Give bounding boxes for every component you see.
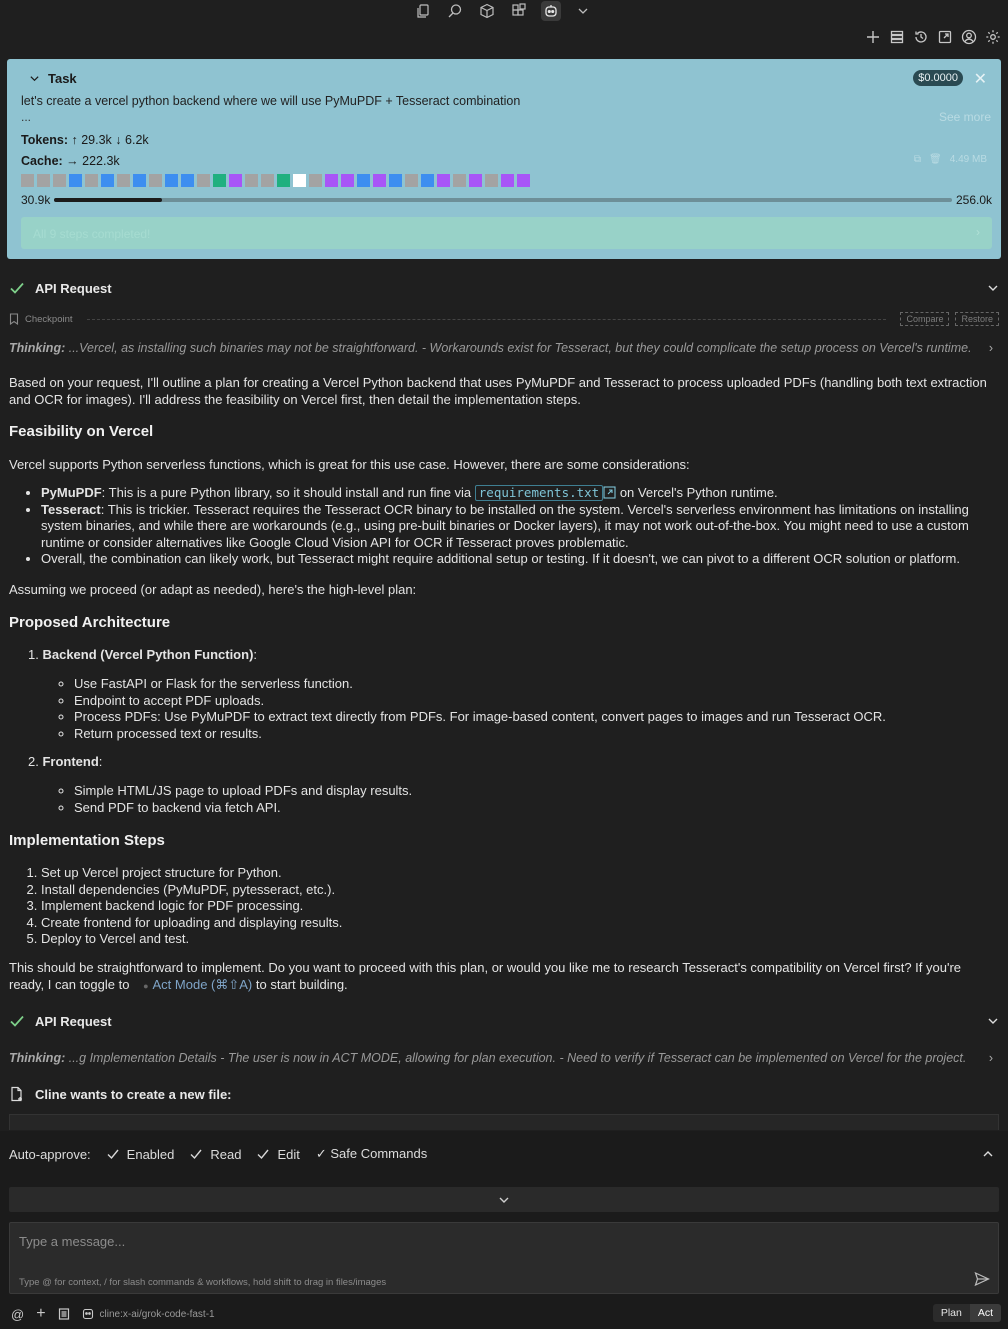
list-item	[41, 502, 999, 552]
close-icon[interactable]: ✕	[973, 71, 987, 88]
cline-robot-icon[interactable]	[541, 1, 561, 21]
closing-text: This should be straightforward to implement. Do you want to proceed with this plan, or would you like me to research Tesseract's compatibility on Vercel first? If you're ready, I can toggle to	[9, 960, 962, 992]
requirements-link[interactable]: requirements.txt	[475, 485, 603, 501]
task-step-marker[interactable]	[293, 174, 306, 187]
task-step-marker[interactable]	[485, 174, 498, 187]
plan-mode-button[interactable]: Plan	[940, 1307, 962, 1319]
feasibility-intro: Vercel supports Python serverless functions, which is great for this use case. However, there are some considerations:	[9, 457, 690, 472]
list-item: 2. Install dependencies (PyMuPDF, pytesseract, etc.).	[41, 882, 999, 899]
mode-toggle	[933, 1304, 1001, 1322]
checkbox-enabled[interactable]	[105, 1146, 121, 1162]
architecture-heading: Proposed Architecture	[9, 614, 171, 631]
assuming-paragraph: Assuming we proceed (or adapt as needed), here's the high-level plan:	[9, 582, 417, 597]
scroll-to-bottom-bar[interactable]	[9, 1187, 999, 1212]
context-max: 256.0k	[955, 193, 992, 207]
create-file-row	[9, 1086, 999, 1102]
checkpoint-row	[9, 312, 999, 326]
task-step-marker[interactable]	[85, 174, 98, 187]
account-icon[interactable]	[960, 27, 978, 47]
trash-icon[interactable]: 🗑	[929, 154, 942, 165]
task-step-marker[interactable]	[53, 174, 66, 187]
chevron-down-icon[interactable]	[498, 1194, 510, 1206]
chevron-down-icon[interactable]	[573, 1, 593, 21]
thinking-text: ...Vercel, as installing such binaries may not be straightforward. - Workarounds exist for Tesseract, but they could complicate the setup process on Vercel's runtime.	[68, 341, 972, 355]
list-item: ◦ Use FastAPI or Flask for the serverless function.	[74, 676, 999, 693]
colon: :	[253, 647, 258, 662]
storage-info	[914, 154, 987, 165]
list-item-bold: PyMuPDF	[41, 485, 102, 500]
task-step-marker[interactable]	[149, 174, 162, 187]
model-name[interactable]: cline:x-ai/grok-code-fast-1	[99, 1308, 215, 1320]
list-item: • Overall, the combination can likely work, but Tesseract might require additional setup or testing. If it doesn't, we can pivot to a different OCR solution or platform.	[41, 551, 999, 568]
task-step-marker[interactable]	[517, 174, 530, 187]
auto-approve-bar	[9, 1146, 427, 1162]
intro-paragraph: Based on your request, I'll outline a plan for creating a Vercel Python backend that uses PyMuPDF and Tesseract to process uploaded PDFs (handling both text extraction and OCR for images). I'll address the feasibility on Vercel first, then detail the implementation steps.	[9, 375, 987, 407]
task-step-marker[interactable]	[69, 174, 82, 187]
at-mention-button[interactable]: @	[11, 1306, 25, 1322]
task-step-marker[interactable]	[501, 174, 514, 187]
mcp-servers-icon[interactable]	[888, 27, 906, 47]
task-step-marker[interactable]	[229, 174, 242, 187]
context-progress-fill	[54, 198, 162, 202]
arrow-right-icon: →	[66, 154, 79, 168]
task-step-marker[interactable]	[421, 174, 434, 187]
feasibility-list	[9, 485, 999, 568]
implementation-heading: Implementation Steps	[9, 832, 165, 849]
bookmark-icon	[9, 313, 19, 325]
chevron-down-icon[interactable]	[987, 282, 999, 294]
api-request-label: API Request	[35, 280, 112, 296]
list-item-text: : This is trickier. Tesseract requires the Tesseract OCR binary to be installed on the system. Vercel's serverless environment has limitations on installing system binaries, and while there are workarounds (e.g., using pre-built binaries or Docker layers), it may not work out-of-the-box. You might need to use a custom runtime or consider alternatives like Google Cloud Vision API for OCR if Tesseract proves problematic.	[41, 501, 969, 550]
closing-tail: to start building.	[255, 977, 348, 992]
backend-list	[9, 676, 999, 742]
api-request-row[interactable]	[9, 1013, 999, 1029]
architecture-item-1	[9, 647, 999, 662]
settings-gear-icon[interactable]	[984, 27, 1002, 47]
thinking-row[interactable]	[9, 1051, 999, 1069]
message-placeholder[interactable]: Type a message...	[19, 1234, 126, 1249]
context-used: 30.9k	[21, 193, 51, 207]
task-step-marker[interactable]	[245, 174, 258, 187]
send-icon[interactable]	[974, 1271, 990, 1287]
chevron-down-icon[interactable]	[29, 73, 40, 84]
thinking-text: ...g Implementation Details - The user is now in ACT MODE, allowing for plan execution. - Need to verify if Tesseract can be implemented on Vercel for the project.	[68, 1051, 967, 1065]
task-step-marker[interactable]	[181, 174, 194, 187]
task-step-marker[interactable]	[213, 174, 226, 187]
task-step-marker[interactable]	[325, 174, 338, 187]
chevron-down-icon[interactable]	[987, 1015, 999, 1027]
task-step-marker[interactable]	[373, 174, 386, 187]
api-request-label: API Request	[35, 1013, 112, 1029]
task-title[interactable]	[29, 71, 77, 86]
list-number: 2.	[28, 754, 43, 769]
checkpoint-label: Checkpoint	[25, 313, 73, 325]
frontend-list	[9, 783, 999, 816]
list-item-text: : This is a pure Python library, so it should install and run fine via	[101, 485, 472, 500]
api-request-row[interactable]	[9, 280, 999, 296]
message-input[interactable]	[9, 1222, 999, 1294]
list-item: ◦ Endpoint to accept PDF uploads.	[74, 693, 999, 710]
list-item: ◦ Simple HTML/JS page to upload PDFs and display results.	[74, 783, 999, 800]
task-step-marker[interactable]	[261, 174, 274, 187]
file-preview[interactable]	[9, 1114, 999, 1130]
status-dot-icon: ●	[143, 981, 149, 991]
safe-commands-label[interactable]: ✓ Safe Commands	[315, 1146, 428, 1161]
task-step-marker[interactable]	[405, 174, 418, 187]
task-step-marker[interactable]	[309, 174, 322, 187]
checkpoint-divider	[87, 319, 887, 320]
arrow-up-icon: ↑	[71, 133, 78, 147]
list-item-bold: Tesseract	[41, 501, 101, 517]
tokens-label: Tokens:	[21, 133, 68, 147]
new-file-icon	[9, 1086, 25, 1102]
copy-icon[interactable]	[413, 1, 433, 21]
chevron-right-icon[interactable]: ›	[988, 341, 993, 355]
checkbox-read[interactable]	[188, 1146, 204, 1162]
colon: :	[98, 754, 103, 769]
storage-size: 4.49 MB	[949, 154, 987, 165]
header-actions	[864, 27, 1002, 49]
task-step-marker[interactable]	[37, 174, 50, 187]
auto-approve-label: Auto-approve:	[9, 1146, 91, 1162]
list-item: 5. Deploy to Vercel and test.	[41, 931, 999, 948]
architecture-item-2	[9, 754, 999, 769]
compare-button[interactable]: Compare	[900, 312, 949, 326]
package-icon[interactable]	[477, 1, 497, 21]
act-mode-button[interactable]: Act	[970, 1304, 1001, 1322]
arrow-down-icon: ↓	[115, 133, 122, 147]
list-item: 1. Set up Vercel project structure for Python.	[41, 865, 999, 882]
task-description: let's create a vercel python backend where we will use PyMuPDF + Tesseract combination	[21, 94, 521, 108]
cache-row	[21, 154, 120, 168]
chevron-right-icon[interactable]: ›	[988, 1051, 993, 1065]
search-icon[interactable]	[445, 1, 465, 21]
chevron-up-icon[interactable]	[982, 1148, 994, 1160]
footer-toolbar	[11, 1305, 215, 1323]
task-step-marker[interactable]	[101, 174, 114, 187]
implementation-steps-list	[9, 865, 999, 948]
task-step-marker[interactable]	[277, 174, 290, 187]
steps-completed-banner[interactable]	[21, 217, 992, 249]
closing-paragraph	[9, 959, 999, 995]
task-title-label: Task	[48, 71, 77, 86]
thinking-row[interactable]	[9, 341, 999, 359]
list-item: ◦ Process PDFs: Use PyMuPDF to extract text directly from PDFs. For image-based content, convert pages to images and run Tesseract OCR.	[74, 709, 999, 726]
task-step-marker[interactable]	[453, 174, 466, 187]
popout-icon[interactable]	[936, 27, 954, 47]
list-item: 3. Implement backend logic for PDF processing.	[41, 898, 999, 915]
cache-value: 222.3k	[82, 154, 120, 168]
checkmark-icon	[9, 280, 25, 296]
tokens-row	[21, 133, 149, 147]
list-item: 4. Create frontend for uploading and displaying results.	[41, 915, 999, 932]
list-item-tail: on Vercel's Python runtime.	[619, 485, 778, 500]
task-header-card	[7, 59, 1001, 259]
act-mode-toggle[interactable]: Act Mode (⌘⇧A)	[152, 977, 253, 992]
add-context-button[interactable]: +	[36, 1305, 46, 1322]
cache-label: Cache:	[21, 154, 63, 168]
copy-task-icon[interactable]: ⧉	[913, 154, 922, 165]
context-progress-track	[54, 198, 952, 202]
task-step-marker[interactable]	[357, 174, 370, 187]
external-link-icon[interactable]	[603, 486, 616, 499]
task-step-marker[interactable]	[117, 174, 130, 187]
cost-badge: $0.0000	[913, 70, 963, 86]
task-step-marker[interactable]	[389, 174, 402, 187]
rules-icon[interactable]	[58, 1308, 70, 1320]
feasibility-heading: Feasibility on Vercel	[9, 423, 154, 440]
list-item: ◦ Send PDF to backend via fetch API.	[74, 800, 999, 817]
task-step-marker[interactable]	[21, 174, 34, 187]
thinking-label: Thinking:	[9, 1051, 66, 1065]
list-number: 1.	[28, 647, 43, 662]
context-window-bar	[21, 192, 992, 208]
read-label[interactable]: Read	[210, 1146, 242, 1162]
steps-completed-text: All 9 steps completed!	[33, 227, 151, 241]
edit-label[interactable]: Edit	[277, 1146, 300, 1162]
checkbox-edit[interactable]	[255, 1146, 271, 1162]
tokens-out: 6.2k	[125, 133, 149, 147]
thinking-label: Thinking:	[9, 341, 66, 355]
model-icon	[82, 1308, 94, 1320]
task-step-marker[interactable]	[197, 174, 210, 187]
checkmark-icon	[9, 1013, 25, 1029]
task-step-marker[interactable]	[341, 174, 354, 187]
restore-button[interactable]: Restore	[955, 312, 999, 326]
history-icon[interactable]	[912, 27, 930, 47]
task-step-marker[interactable]	[165, 174, 178, 187]
frontend-heading: Frontend	[42, 754, 99, 769]
create-file-label: Cline wants to create a new file:	[35, 1086, 232, 1102]
chevron-right-icon[interactable]: ›	[976, 225, 980, 239]
see-more-link[interactable]: See more	[938, 110, 991, 124]
task-step-timeline	[21, 174, 530, 187]
list-item: ◦ Return processed text or results.	[74, 726, 999, 743]
task-description-ellipsis: ...	[21, 110, 32, 124]
new-task-plus-icon[interactable]	[864, 27, 882, 47]
task-step-marker[interactable]	[437, 174, 450, 187]
model-selector[interactable]	[82, 1308, 215, 1320]
task-step-marker[interactable]	[469, 174, 482, 187]
backend-heading: Backend (Vercel Python Function)	[42, 647, 254, 662]
tokens-in: 29.3k	[81, 133, 112, 147]
input-hint: Type @ for context, / for slash commands & workflows, hold shift to drag in files/images	[19, 1277, 387, 1288]
task-step-marker[interactable]	[133, 174, 146, 187]
top-toolbar	[0, 0, 1008, 22]
list-item	[41, 485, 999, 502]
enabled-label[interactable]: Enabled	[126, 1146, 175, 1162]
extensions-icon[interactable]	[509, 1, 529, 21]
